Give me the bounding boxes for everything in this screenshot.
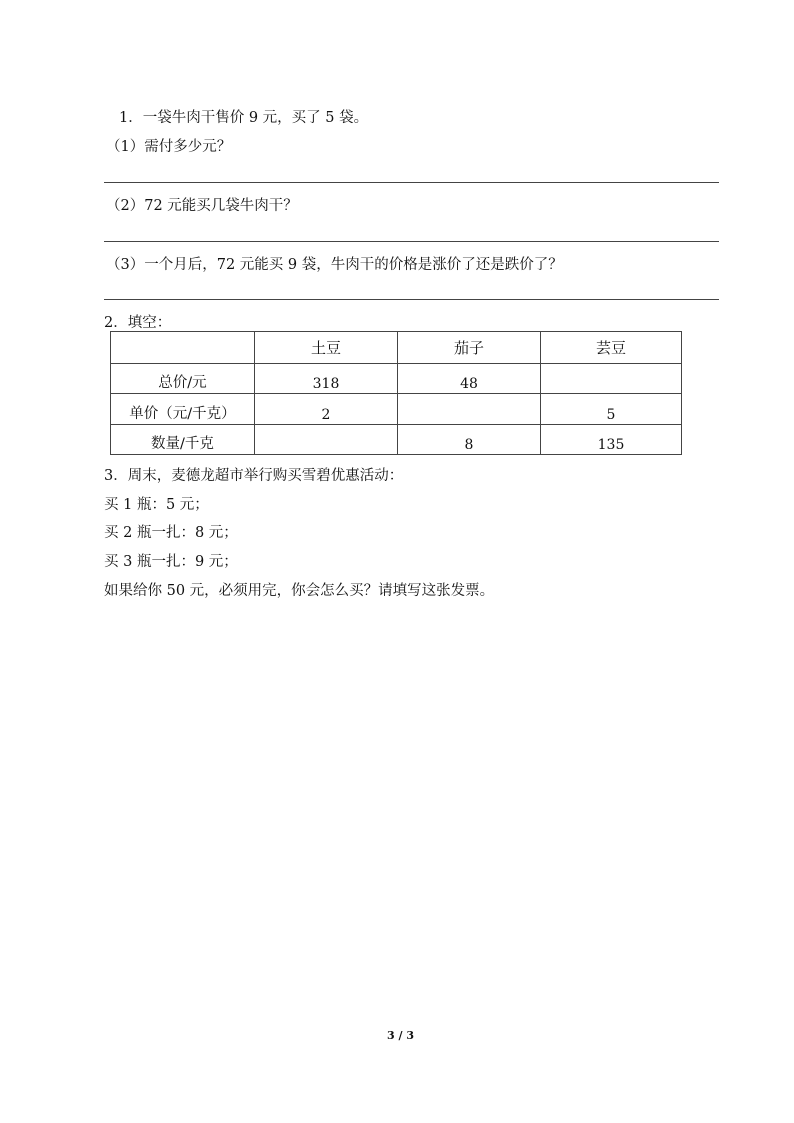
table-cell: 5: [541, 394, 682, 425]
table-header-cell: 土豆: [255, 332, 398, 364]
table-cell: [541, 364, 682, 394]
table-row-label: 数量/千克: [111, 425, 255, 455]
q1-sub3: （3）一个月后，72 元能买 9 袋，牛肉干的价格是涨价了还是跌价了？: [106, 257, 563, 273]
q3-question: 如果给你 50 元，必须用完，你会怎么买？请填写这张发票。: [104, 583, 495, 599]
q3-title: 3．周末，麦德龙超市举行购买雪碧优惠活动：: [104, 468, 404, 484]
table-cell: 318: [255, 364, 398, 394]
q1-title: 1．一袋牛肉干售价 9 元，买了 5 袋。: [119, 110, 369, 126]
table-cell: 48: [398, 364, 541, 394]
answer-line-2: [104, 241, 719, 242]
table-cell: [398, 394, 541, 425]
answer-line-1: [104, 182, 719, 183]
table-header-row: [111, 332, 682, 364]
offer-1: 买 1 瓶：5 元；: [104, 497, 209, 513]
offer-2: 买 2 瓶一扎：8 元；: [104, 525, 238, 541]
answer-line-3: [104, 299, 719, 300]
table-header-cell: [111, 332, 255, 364]
table-row: [111, 364, 682, 394]
table-cell: 135: [541, 425, 682, 455]
q1-sub1: （1）需付多少元？: [106, 139, 232, 155]
table-header-cell: 芸豆: [541, 332, 682, 364]
table-cell: 8: [398, 425, 541, 455]
table-row: [111, 394, 682, 425]
q1-sub2: （2）72 元能买几袋牛肉干？: [106, 198, 298, 214]
q2-title: 2．填空：: [104, 315, 172, 331]
offer-3: 买 3 瓶一扎：9 元；: [104, 554, 238, 570]
table-cell: 2: [255, 394, 398, 425]
table-row-label: 总价/元: [111, 364, 255, 394]
page-number: 3 / 3: [387, 1029, 414, 1042]
table-header-cell: 茄子: [398, 332, 541, 364]
table-row: [111, 425, 682, 455]
fill-in-table: [110, 331, 682, 455]
table-row-label: 单价（元/千克）: [111, 394, 255, 425]
table-cell: [255, 425, 398, 455]
